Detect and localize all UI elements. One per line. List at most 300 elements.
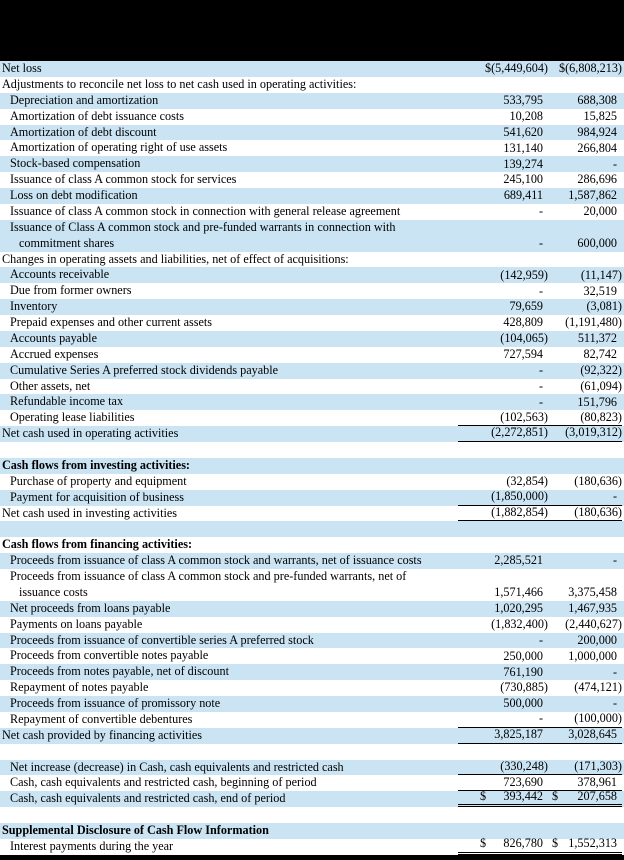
- row-label-line1: Prepaid expenses and other current assets: [10, 315, 213, 329]
- row-label-line1: Issuance of class A common stock for services: [10, 172, 237, 187]
- table-row: [0, 490, 624, 506]
- amount: 20,000: [583, 204, 617, 219]
- value-period2: [548, 506, 622, 522]
- value-period2: [548, 521, 622, 537]
- row-label: [0, 363, 458, 379]
- row-label: [0, 77, 458, 93]
- table-row: [0, 426, 624, 442]
- row-label-line1: Proceeds from issuance of class A common stock and pre-funded warrants, net of: [10, 569, 407, 583]
- amount: 82,742: [583, 347, 617, 362]
- table-row: [0, 648, 624, 664]
- row-label: [0, 760, 458, 776]
- value-period1: [458, 569, 548, 601]
- table-row: [0, 442, 624, 458]
- table-row: [0, 617, 624, 633]
- table-row: [0, 836, 624, 855]
- amount: 393,442: [503, 788, 543, 803]
- amount: 1,571,466: [494, 585, 543, 600]
- amount: 3,825,187: [494, 727, 543, 742]
- amount: -: [612, 488, 617, 503]
- value-period1: [458, 93, 548, 109]
- value-period1: [458, 696, 548, 712]
- value-period1: [458, 347, 548, 363]
- table-row: [0, 458, 624, 474]
- row-label-line1: Interest payments during the year: [10, 838, 174, 853]
- row-label-line1: [0, 442, 458, 458]
- value-period1: [458, 553, 548, 569]
- table-row: [0, 760, 624, 776]
- amount: 3,028,645: [568, 727, 617, 742]
- table-row: [0, 728, 624, 744]
- value-period2: [548, 379, 622, 395]
- row-label: [0, 347, 458, 363]
- dollar-sign: $: [552, 836, 559, 851]
- amount: 1,020,295: [494, 601, 543, 616]
- row-label: [0, 61, 458, 77]
- dollar-sign: $: [480, 788, 487, 803]
- value-period1: [458, 744, 548, 760]
- value-period1: [458, 379, 548, 395]
- amount: (171,303): [574, 758, 622, 773]
- row-label-line1: Net proceeds from loans payable: [10, 600, 171, 615]
- row-label-line1: Cumulative Series A preferred stock dividends payable: [10, 362, 279, 377]
- value-period1: [458, 788, 548, 807]
- table-row: [0, 410, 624, 426]
- value-period1: [458, 125, 548, 141]
- table-row: [0, 569, 624, 601]
- amount: -: [538, 204, 543, 219]
- amount: -: [538, 378, 543, 393]
- amount: 761,190: [503, 664, 543, 679]
- value-period2: [548, 188, 622, 204]
- amount: (1,832,400): [491, 616, 548, 631]
- amount: 533,795: [503, 93, 543, 108]
- value-period1: [458, 521, 548, 537]
- amount: (1,882,854): [491, 504, 548, 519]
- amount: -: [612, 664, 617, 679]
- value-period1: [458, 363, 548, 379]
- amount: 2,285,521: [494, 553, 543, 568]
- value-period2: [548, 458, 622, 474]
- value-period1: [458, 728, 548, 744]
- table-row: [0, 252, 624, 268]
- amount: 15,825: [583, 108, 617, 123]
- value-period2: [548, 125, 622, 141]
- row-label-line1: [0, 521, 458, 537]
- row-label-line1: Cash, cash equivalents and restricted cash, end of period: [10, 791, 286, 806]
- row-label: [0, 267, 458, 283]
- row-label-line1: Accounts receivable: [10, 267, 110, 282]
- value-period2: [548, 836, 622, 855]
- amount: 428,809: [503, 315, 543, 330]
- value-period1: [458, 61, 548, 77]
- row-label: [0, 426, 458, 442]
- value-period1: [458, 299, 548, 315]
- value-period2: [548, 140, 622, 156]
- row-label: [0, 474, 458, 490]
- amount: (180,636): [574, 474, 622, 489]
- row-label: [0, 220, 458, 252]
- table-row: [0, 61, 624, 77]
- row-label-line1: Refundable income tax: [10, 394, 124, 409]
- row-label: [0, 506, 458, 522]
- amount: 10,208: [509, 108, 543, 123]
- table-row: [0, 664, 624, 680]
- table-row: [0, 601, 624, 617]
- row-label-line1: Issuance of Class A common stock and pre-funded warrants in connection with: [10, 219, 396, 234]
- table-row: [0, 299, 624, 315]
- amount: (730,885): [500, 680, 548, 695]
- row-label: [0, 712, 458, 728]
- amount: 200,000: [577, 632, 617, 647]
- row-label: [0, 569, 458, 601]
- value-period2: [548, 77, 622, 93]
- value-period1: [458, 331, 548, 347]
- value-period1: [458, 252, 548, 268]
- row-label-line1: Payments on loans payable: [10, 616, 143, 631]
- value-period2: [548, 61, 622, 77]
- row-label: [0, 823, 458, 839]
- table-row: [0, 188, 624, 204]
- table-row: [0, 394, 624, 410]
- amount: (2,440,627): [565, 616, 622, 631]
- cash-flow-table: [0, 61, 624, 855]
- value-period2: [548, 394, 622, 410]
- row-label: [0, 521, 458, 537]
- amount: -: [612, 696, 617, 711]
- value-period1: [458, 760, 548, 776]
- value-period2: [548, 283, 622, 299]
- table-row: [0, 125, 624, 141]
- table-row: [0, 788, 624, 807]
- amount: 250,000: [503, 648, 543, 663]
- amount: 131,140: [503, 140, 543, 155]
- amount: $(6,808,213): [559, 61, 622, 76]
- amount: -: [612, 553, 617, 568]
- value-period1: [458, 506, 548, 522]
- row-label: [0, 140, 458, 156]
- amount: (32,854): [506, 474, 548, 489]
- value-period1: [458, 426, 548, 442]
- table-row: [0, 807, 624, 823]
- table-row: [0, 77, 624, 93]
- row-label-line1: Net increase (decrease) in Cash, cash equivalents and restricted cash: [10, 759, 344, 774]
- value-period2: [548, 696, 622, 712]
- amount: 984,924: [577, 124, 617, 139]
- table-row: [0, 633, 624, 649]
- value-period1: [458, 458, 548, 474]
- row-label: [0, 490, 458, 506]
- value-period2: [548, 109, 622, 125]
- value-period2: [548, 331, 622, 347]
- row-label-line1: Stock-based compensation: [10, 156, 141, 171]
- table-row: [0, 744, 624, 760]
- table-row: [0, 156, 624, 172]
- value-period1: [458, 140, 548, 156]
- amount: (1,850,000): [491, 488, 548, 503]
- table-row: [0, 506, 624, 522]
- value-period2: [548, 442, 622, 458]
- amount: (1,191,480): [565, 315, 622, 330]
- value-period1: [458, 807, 548, 823]
- amount: 723,690: [503, 774, 543, 789]
- value-period2: [548, 788, 622, 807]
- value-period1: [458, 633, 548, 649]
- value-period1: [458, 442, 548, 458]
- amount: (100,000): [574, 711, 622, 726]
- row-label: [0, 696, 458, 712]
- value-period2: [548, 252, 622, 268]
- bottom-crop-band: [0, 855, 624, 860]
- amount: (92,322): [580, 362, 622, 377]
- row-label-line1: Cash flows from investing activities:: [2, 457, 190, 472]
- table-row: [0, 331, 624, 347]
- row-label: [0, 601, 458, 617]
- value-period1: [458, 537, 548, 553]
- value-period2: [548, 664, 622, 680]
- row-label-line1: Proceeds from notes payable, net of discount: [10, 664, 229, 679]
- row-label-line1: Net loss: [2, 61, 42, 75]
- row-label: [0, 172, 458, 188]
- amount: 139,274: [503, 156, 543, 171]
- row-label-line1: Repayment of notes payable: [10, 680, 149, 695]
- row-label-line1: Amortization of debt issuance costs: [10, 108, 184, 123]
- amount: 1,000,000: [568, 648, 617, 663]
- amount: 3,375,458: [568, 585, 617, 600]
- table-row: [0, 140, 624, 156]
- value-period2: [548, 204, 622, 220]
- value-period2: [548, 601, 622, 617]
- value-period2: [548, 490, 622, 506]
- value-period1: [458, 267, 548, 283]
- amount: 600,000: [577, 235, 617, 250]
- table-row: [0, 220, 624, 252]
- table-row: [0, 680, 624, 696]
- amount: (2,272,851): [491, 425, 548, 440]
- amount: (104,065): [500, 331, 548, 346]
- row-label: [0, 791, 458, 807]
- amount: 688,308: [577, 93, 617, 108]
- row-label: [0, 537, 458, 553]
- dollar-sign: $: [480, 836, 487, 851]
- row-label-line1: Proceeds from issuance of promissory note: [10, 696, 221, 710]
- table-row: [0, 712, 624, 728]
- value-period1: [458, 648, 548, 664]
- row-label: [0, 188, 458, 204]
- table-row: [0, 204, 624, 220]
- amount: -: [538, 394, 543, 409]
- row-label-line1: Purchase of property and equipment: [10, 473, 187, 488]
- row-label-line1: Cash, cash equivalents and restricted cash, beginning of period: [10, 775, 317, 790]
- table-row: [0, 521, 624, 537]
- value-period2: [548, 712, 622, 728]
- row-label-line1: Inventory: [10, 299, 58, 314]
- value-period2: [548, 156, 622, 172]
- row-label-line1: Issuance of class A common stock in connection with general release agreement: [10, 203, 401, 218]
- row-label: [0, 839, 458, 855]
- row-label-line1: Net cash provided by financing activities: [2, 727, 203, 742]
- row-label: [0, 283, 458, 299]
- row-label-line1: [0, 807, 458, 823]
- value-period1: [458, 109, 548, 125]
- row-label-line1: Changes in operating assets and liabilities, net of effect of acquisitions:: [2, 251, 349, 266]
- amount: 378,961: [577, 774, 617, 789]
- row-label: [0, 315, 458, 331]
- value-period2: [548, 553, 622, 569]
- row-label: [0, 775, 458, 791]
- row-label: [0, 394, 458, 410]
- value-period1: [458, 664, 548, 680]
- value-period2: [548, 633, 622, 649]
- table-row: [0, 315, 624, 331]
- table-row: [0, 347, 624, 363]
- amount: 500,000: [503, 696, 543, 711]
- amount: -: [538, 632, 543, 647]
- row-label: [0, 252, 458, 268]
- top-crop-band: [0, 0, 624, 61]
- row-label: [0, 410, 458, 426]
- row-label-line1: Depreciation and amortization: [10, 92, 159, 107]
- row-label: [0, 680, 458, 696]
- value-period1: [458, 188, 548, 204]
- row-label-line1: Accounts payable: [10, 330, 97, 345]
- row-label-line1: Proceeds from issuance of class A common stock and warrants, net of issuance costs: [10, 553, 422, 568]
- amount: 727,594: [503, 347, 543, 362]
- table-row: [0, 379, 624, 395]
- row-label-line1: [0, 744, 458, 760]
- value-period2: [548, 410, 622, 426]
- table-row: [0, 553, 624, 569]
- row-label: [0, 633, 458, 649]
- value-period2: [548, 537, 622, 553]
- amount: -: [538, 362, 543, 377]
- value-period2: [548, 347, 622, 363]
- row-label: [0, 664, 458, 680]
- row-label: [0, 379, 458, 395]
- amount: (142,959): [500, 267, 548, 282]
- value-period2: [548, 807, 622, 823]
- table-row: [0, 93, 624, 109]
- row-label-line1: Supplemental Disclosure of Cash Flow Information: [2, 823, 269, 837]
- row-label: [0, 93, 458, 109]
- table-row: [0, 363, 624, 379]
- value-period1: [458, 172, 548, 188]
- amount: 1,467,935: [568, 601, 617, 616]
- row-label-line1: Payment for acquisition of business: [10, 489, 184, 504]
- row-label-line1: Repayment of convertible debentures: [10, 711, 193, 726]
- row-label-line2: issuance costs: [19, 584, 88, 599]
- row-label: [0, 744, 458, 760]
- amount: 286,696: [577, 172, 617, 187]
- value-period1: [458, 474, 548, 490]
- row-label-line2: commitment shares: [19, 235, 115, 250]
- row-label-line1: Due from former owners: [10, 283, 132, 298]
- value-period2: [548, 744, 622, 760]
- row-label-line1: Proceeds from issuance of convertible series A preferred stock: [10, 632, 314, 647]
- amount: -: [612, 156, 617, 171]
- row-label-line1: Cash flows from financing activities:: [2, 537, 193, 552]
- row-label: [0, 442, 458, 458]
- amount: (61,094): [580, 378, 622, 393]
- table-row: [0, 283, 624, 299]
- amount: 511,372: [577, 331, 617, 346]
- row-label-line1: Accrued expenses: [10, 346, 99, 361]
- amount: (3,019,312): [565, 425, 622, 440]
- row-label: [0, 458, 458, 474]
- table-row: [0, 537, 624, 553]
- amount: (180,636): [574, 504, 622, 519]
- table-row: [0, 267, 624, 283]
- value-period1: [458, 204, 548, 220]
- amount: -: [538, 711, 543, 726]
- value-period2: [548, 93, 622, 109]
- row-label-line1: Net cash used in investing activities: [2, 505, 177, 520]
- row-label-line1: Net cash used in operating activities: [2, 426, 179, 441]
- row-label-line1: Amortization of operating right of use assets: [10, 140, 228, 155]
- value-period1: [458, 490, 548, 506]
- value-period2: [548, 299, 622, 315]
- row-label-line1: Proceeds from convertible notes payable: [10, 648, 209, 663]
- amount: 245,100: [503, 172, 543, 187]
- value-period2: [548, 426, 622, 442]
- row-label: [0, 109, 458, 125]
- value-period2: [548, 728, 622, 744]
- table-row: [0, 474, 624, 490]
- row-label: [0, 648, 458, 664]
- row-label-line1: Other assets, net: [10, 378, 91, 393]
- value-period1: [458, 680, 548, 696]
- table-row: [0, 109, 624, 125]
- amount: 689,411: [503, 188, 543, 203]
- value-period1: [458, 283, 548, 299]
- value-period1: [458, 220, 548, 252]
- amount: 32,519: [583, 283, 617, 298]
- amount: -: [538, 283, 543, 298]
- row-label: [0, 204, 458, 220]
- table-row: [0, 172, 624, 188]
- amount: 541,620: [503, 124, 543, 139]
- value-period2: [548, 474, 622, 490]
- value-period2: [548, 363, 622, 379]
- row-label: [0, 331, 458, 347]
- row-label-line1: Operating lease liabilities: [10, 410, 135, 425]
- amount: 1,587,862: [568, 188, 617, 203]
- row-label: [0, 299, 458, 315]
- amount: -: [538, 235, 543, 250]
- value-period1: [458, 601, 548, 617]
- row-label-line1: Amortization of debt discount: [10, 124, 157, 139]
- amount: (11,147): [580, 267, 622, 282]
- amount: 266,804: [577, 140, 617, 155]
- value-period2: [548, 569, 622, 601]
- row-label: [0, 156, 458, 172]
- value-period1: [458, 156, 548, 172]
- value-period1: [458, 315, 548, 331]
- value-period1: [458, 394, 548, 410]
- amount: 151,796: [577, 394, 617, 409]
- row-label-line1: Adjustments to reconcile net loss to net cash used in operating activities:: [2, 76, 357, 91]
- row-label: [0, 728, 458, 744]
- amount: 826,780: [503, 836, 543, 851]
- value-period2: [548, 680, 622, 696]
- row-label: [0, 617, 458, 633]
- row-label: [0, 553, 458, 569]
- amount: $(5,449,604): [485, 61, 548, 76]
- value-period1: [458, 617, 548, 633]
- value-period2: [548, 315, 622, 331]
- amount: 1,552,313: [568, 836, 617, 851]
- value-period1: [458, 712, 548, 728]
